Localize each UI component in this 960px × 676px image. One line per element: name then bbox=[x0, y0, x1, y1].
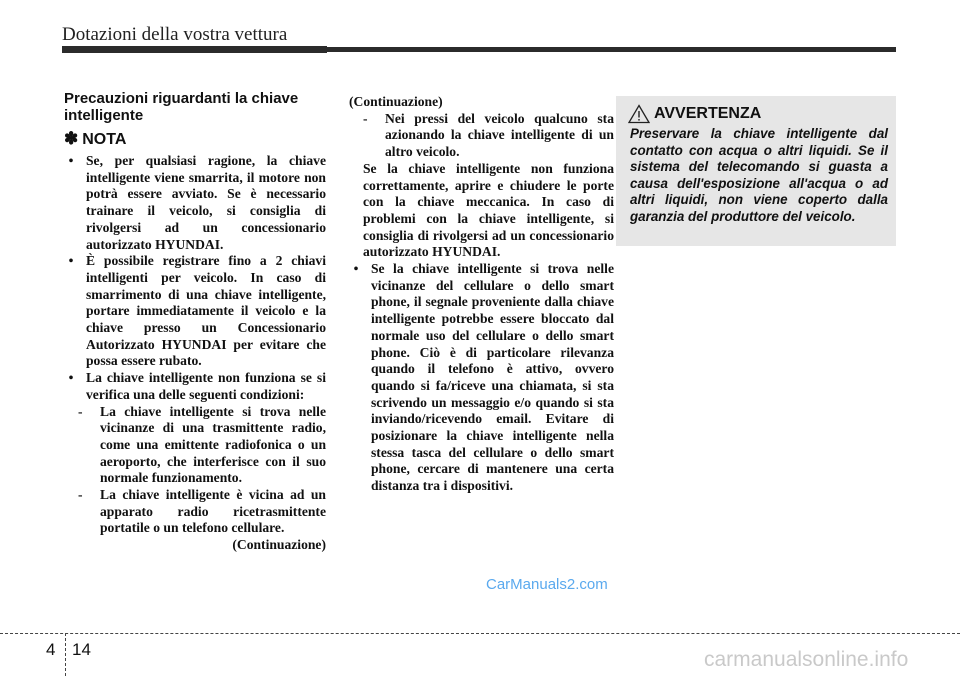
nota-heading bbox=[64, 130, 326, 149]
continuation-heading: (Continuazione) bbox=[349, 94, 443, 109]
section-title: Precauzioni riguardanti la chiave intelligente bbox=[64, 90, 299, 124]
footer-vertical-divider bbox=[65, 633, 66, 676]
watermark-link[interactable]: CarManuals2.com bbox=[486, 576, 608, 593]
nota-label: NOTA bbox=[82, 131, 127, 148]
warning-box bbox=[616, 96, 896, 246]
page-number: 14 bbox=[72, 640, 91, 659]
warning-triangle-icon bbox=[628, 104, 650, 124]
warning-title: AVVERTENZA bbox=[654, 105, 762, 122]
paragraph: Se la chiave intelligente non funziona correttamente, aprire e chiudere le porte con la chiave meccanica. In caso di problemi con la chiave intelligente, si consiglia di rivolgersi ad un concessionario autorizzato HYUNDAI. bbox=[363, 160, 614, 260]
footer-watermark: carmanualsonline.info bbox=[704, 648, 909, 671]
middle-column bbox=[349, 94, 614, 495]
sub-list-item: - La chiave intelligente si trova nelle vicinanze di una trasmittente radio, come una emittente radiofonica o un aeroporto, che interferisce con il suo normale funzionamento. bbox=[78, 403, 326, 486]
list-item: • Se, per qualsiasi ragione, la chiave intelligente viene smarrita, il motore non potrà essere avviato. Se è necessario trainare il veicolo, si consiglia di rivolgersi ad un concessionario autorizzato HYUNDAI. bbox=[68, 153, 326, 252]
continuation-note: (Continuazione) bbox=[232, 537, 326, 553]
warning-text: Preservare la chiave intelligente dal contatto con acqua o altri liquidi. Se il sistema del telecomando si guasta a causa dell'esposizione all'acqua o ad altri liquidi, non viene coperto dalla garanzia del produttore del veicolo. bbox=[630, 126, 888, 224]
list-item: • Se la chiave intelligente si trova nelle vicinanze del cellulare o dello smart phone, il segnale proveniente dalla chiave intelligente potrebbe essere bloccato dal normale uso del cellulare o dello smart phone. Ciò è di particolare rilevanza quando il telefono è attivo, ovvero quando si fa/riceve una chiamata, si sta scrivendo un messaggio e/o quando si sta inviando/ricevendo email. Evitare di posizionare la chiave intelligente nella stessa tasca del cellulare o dello smart phone, cercare di mantenere una certa distanza tra i dispositivi. bbox=[353, 261, 614, 494]
nota-star-icon: ✽ bbox=[64, 129, 79, 148]
list-item: • È possibile registrare fino a 2 chiavi intelligenti per veicolo. In caso di smarrimento di una chiave intelligente, portare immediatamente il veicolo e la chiave presso un Concessionario Autorizzato HYUNDAI per evitare che possa essere rubato. bbox=[68, 253, 326, 369]
left-column bbox=[64, 90, 326, 554]
sub-list-item: - Nei pressi del veicolo qualcuno sta azionando la chiave intelligente di un altro veicolo. bbox=[363, 110, 614, 160]
sub-list-item: - La chiave intelligente è vicina ad un apparato radio ricetrasmittente portatile o un telefono cellulare. bbox=[78, 487, 326, 536]
list-item: • La chiave intelligente non funziona se si verifica una delle seguenti condizioni: bbox=[68, 370, 326, 402]
chapter-number: 4 bbox=[46, 640, 56, 659]
header-rule-accent bbox=[62, 46, 327, 53]
warning-heading bbox=[628, 104, 761, 124]
page-header-title: Dotazioni della vostra vettura bbox=[62, 24, 288, 45]
footer-divider bbox=[0, 633, 960, 634]
